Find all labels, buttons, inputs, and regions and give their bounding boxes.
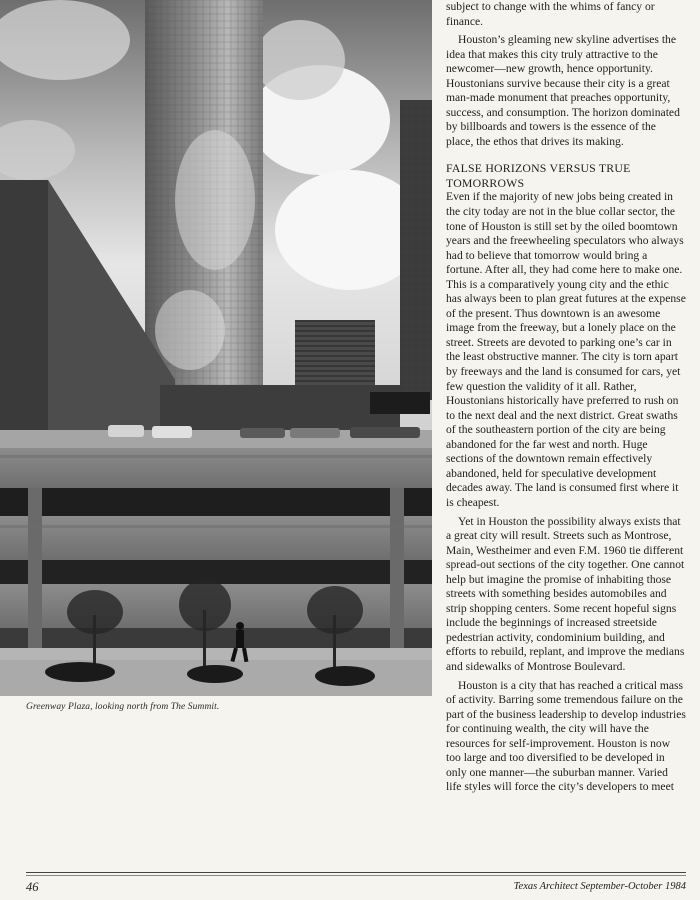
footer-rule — [26, 872, 686, 873]
paragraph-great-city: Yet in Houston the possibility always exists that a great city will result. Streets such as Montrose, Main, Westheimer and even F.M. 1960 tie different spread-out sections of the city together. One cannot help but imagine the promise of inhabiting those streets with something besides automobiles and strip shopping centers. Some recent hopeful signs include the beginnings of increased streetside pedestrian activity, condominium building, and efforts to rebuild, replant, and improve the medians and sidewalks of Montrose Boulevard. — [446, 514, 685, 673]
section-heading: FALSE HORIZONS VERSUS TRUE TOMORROWS — [446, 161, 631, 190]
footer-rule-thin — [26, 875, 686, 876]
photo-caption: Greenway Plaza, looking north from The Summit. — [26, 702, 220, 712]
article-photo — [0, 0, 432, 696]
greenway-plaza-photo — [0, 0, 432, 696]
lead-fragment: subject to change with the whims of fancy or finance. — [446, 0, 655, 28]
article-column — [446, 0, 686, 795]
paragraph-critical-mass: Houston is a city that has reached a critical mass of activity. Barring some tremendous failure on the part of the business leadership to develop industries for continuing wealth, the city will have the resources for self-improvement. Houston is now too large and too diversified to be developed in only one manner—the suburban manner. Varied life styles will force the city’s developers to meet — [446, 678, 686, 794]
paragraph-skyline: Houston’s gleaming new skyline advertises the idea that makes this city truly attractive to the newcomer—new growth, hence opportunity. Houstonians survive because their city is a great man-made monument that preaches opportunity, success, and consumption. The horizon dominated by billboards and towers is the essence of the place, the ethos that drives its making. — [446, 33, 680, 148]
page-number: 46 — [26, 880, 39, 894]
paragraph-false-horizons: Even if the majority of new jobs being created in the city today are not in the blue collar sector, the tone of Houston is still set by the oiled boomtown years and the freewheeling speculators who always had to believe that tomorrow would bring a fortune. After all, they had come here to make one. This is a comparatively young city and the ethic has always been to plan great futures at the expense of the present. Thus downtown is an awesome image from the freeway, but a lonely place on the street. Streets are devoted to parking one’s car in the least obstructive manner. The city is torn apart by freeways and the land is consumed for cars, yet few question the validity of it all. Rather, Houstonians historically have preferred to rush on to the next deal and the next district. Great swaths of the southeastern portion of the city are being abandoned for the far west and north. Huge sections of the downtown remain effectively abandoned, held for speculative development decades away. The land is consumed first where it is cheapest. — [446, 190, 686, 509]
publication-line: Texas Architect September-October 1984 — [513, 881, 686, 892]
